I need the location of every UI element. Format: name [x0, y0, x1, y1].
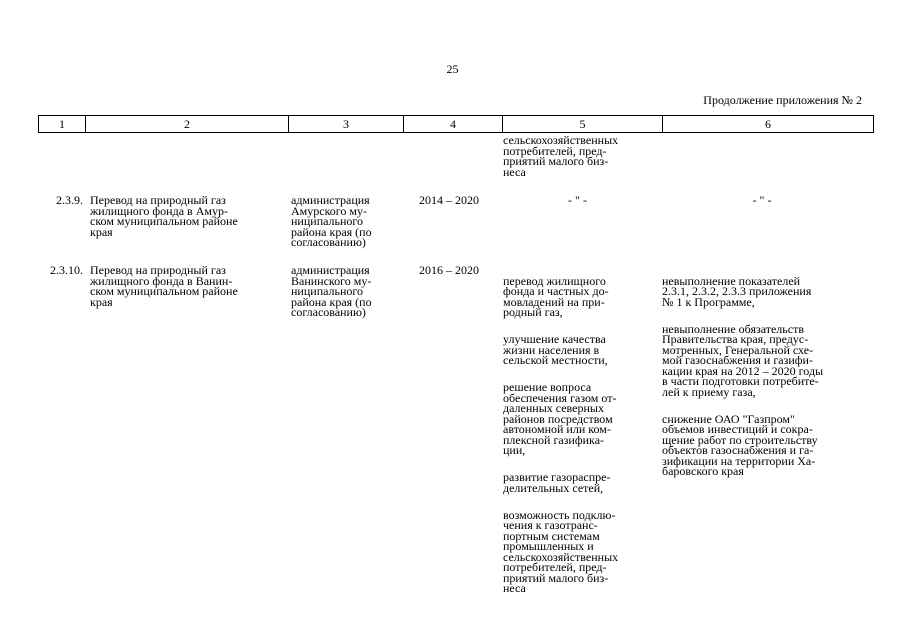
row-measure: Перевод на природный газ жилищного фонда в Ванин- ском муниципальном районе края [90, 263, 238, 309]
row-period: 2014 – 2020 [419, 193, 479, 207]
column-header-1: 1 [39, 116, 86, 133]
result-item: возможность подклю- чения к газотранс- портным системам промышленных и сельскохозяйственных потребителей, пред- приятий малого биз- неса [503, 507, 619, 595]
result-item: решение вопроса обеспечения газом от- даленных северных районов посредством автономной или ком- плексной газифика- ции, [503, 380, 617, 457]
carryover-result-text: сельскохозяйственных потребителей, пред- приятий малого биз- неса [503, 133, 619, 179]
column-header-3: 3 [289, 116, 404, 133]
row-period: 2016 – 2020 [419, 263, 479, 277]
row-executor: администрация Амурского му- ниципального района края (по согласованию) [291, 193, 372, 249]
column-header-row [38, 115, 874, 133]
result-item: улучшение качества жизни населения в сельской местности, [503, 332, 608, 367]
column-header-6: 6 [663, 116, 874, 133]
result-item: перевод жилищного фонда и частных до- мовладений на при- родный газ, [503, 273, 609, 319]
row-measure: Перевод на природный газ жилищного фонда в Амур- ском муниципальном районе края [90, 193, 238, 239]
row-number: 2.3.9. [56, 193, 83, 207]
consequence-item: снижение ОАО "Газпром" объемов инвестиций и сокра- щение работ по строительству объектов газоснабжения и га- зификации на территории Ха- баровского края [662, 411, 818, 478]
column-header-2: 2 [86, 116, 289, 133]
result-item: развитие газораспре- делительных сетей, [503, 470, 611, 495]
column-header-5: 5 [503, 116, 663, 133]
row-result: - " - [568, 193, 587, 207]
consequence-item: невыполнение обязательств Правительства края, предус- мотренных, Генеральной схе- мой газоснабжения и газифи- кации края на 2012 – 2020 годы в части подготовки потребите- лей к приему газа, [662, 321, 824, 399]
row-number: 2.3.10. [50, 263, 83, 277]
consequence-item: невыполнение показателей 2.3.1, 2.3.2, 2.3.3 приложения № 1 к Программе, [662, 273, 812, 309]
row-results-list [503, 265, 663, 610]
row-executor: администрация Ванинского му- ниципального района края (по согласованию) [291, 263, 372, 319]
page-number: 25 [446, 62, 459, 76]
continuation-label: Продолжение приложения № 2 [703, 93, 862, 107]
row-consequences-list [662, 265, 877, 493]
column-header-4: 4 [404, 116, 503, 133]
row-consequence: - " - [752, 193, 772, 207]
